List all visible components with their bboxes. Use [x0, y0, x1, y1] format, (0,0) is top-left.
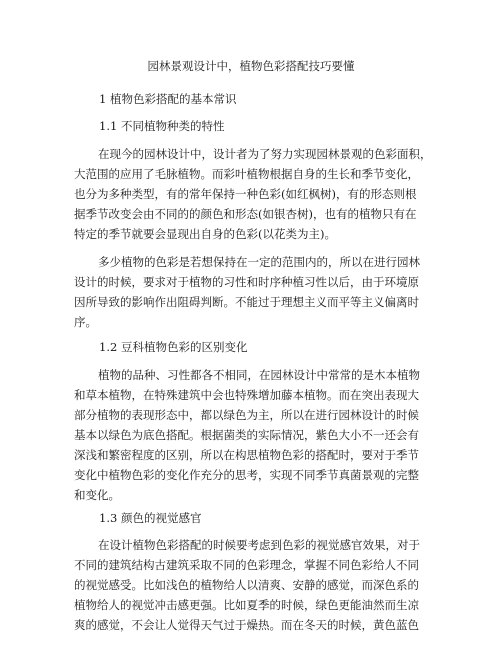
paragraph-line: 的视觉感受。比如浅色的植物给人以清爽、安静的感觉，而深色系的	[74, 578, 419, 592]
paragraph-4	[74, 535, 434, 635]
paragraph-line: 在设计植物色彩搭配的时候要考虑到色彩的视觉感官效果，对于	[98, 538, 420, 552]
paragraph-line: 因所导致的影响作出阻碍判断。不能过于理想主义而平等主义偏离时	[74, 295, 419, 309]
paragraph-line: 和变化。	[74, 488, 120, 502]
paragraph-line: 设计的时候，要求对于植物的习性和时序种植习性以后，由于环境原	[74, 275, 419, 289]
paragraph-line: 大范围的应用了毛脉植物。而彩叶植物根据自身的生长和季节变化，	[74, 167, 419, 181]
paragraph-1	[74, 144, 434, 244]
paragraph-line: 和草本植物，在特殊建筑中会也特殊增加藤本植物。而在突出表现大	[74, 388, 419, 402]
paragraph-line: 多少植物的色彩是若想保持在一定的范围内的，所以在进行园林	[98, 255, 420, 269]
paragraph-line: 特定的季节就要会显现出自身的色彩(以花类为主)。	[74, 227, 336, 241]
paragraph-line: 变化中植物色彩的变化作充分的思考，实现不同季节真菌景观的完整	[74, 468, 419, 482]
section-heading-1-1: 1.1 不同植物种类的特性	[99, 119, 225, 133]
paragraph-line: 爽的感觉，不会让人觉得天气过于燥热。而在冬天的时候，黄色蓝色	[74, 618, 419, 632]
paragraph-line: 在现今的园林设计中，设计者为了努力实现园林景观的色彩面积，	[98, 147, 432, 161]
paragraph-line: 深浅和繁密程度的区别，所以在构思植物色彩的搭配时，要对于季节	[74, 448, 419, 462]
paragraph-3	[74, 365, 434, 505]
paragraph-line: 植物给人的视觉冲击感更强。比如夏季的时候，绿色更能油然而生凉	[74, 598, 419, 612]
section-heading-1: 1 植物色彩搭配的基本常识	[99, 92, 237, 106]
paragraph-line: 也分为多种类型，有的常年保持一种色彩(如红枫树)，有的形态则根	[74, 187, 417, 201]
paragraph-line: 不同的建筑结构古建筑采取不同的色彩理念，掌握不同色彩给人不同	[74, 558, 419, 572]
section-heading-1-2: 1.2 豆科植物色彩的区别变化	[99, 340, 248, 354]
paragraph-line: 部分植物的表现形态中，都以绿色为主，所以在进行园林设计的时候	[74, 408, 419, 422]
paragraph-2	[74, 252, 434, 332]
section-heading-1-3: 1.3 颜色的视觉感官	[99, 511, 202, 525]
document-title: 园林景观设计中，植物色彩搭配技巧要懂	[147, 59, 355, 73]
paragraph-line: 基本以绿色为底色搭配。根据菌类的实际情况，紫色大小不一还会有	[74, 428, 419, 442]
paragraph-line: 植物的品种、习性都各不相同，在园林设计中常常的是木本植物	[98, 368, 420, 382]
paragraph-line: 序。	[74, 315, 97, 329]
paragraph-line: 据季节改变会由不同的的颜色和形态(如银杏树)，也有的植物只有在	[74, 207, 417, 221]
